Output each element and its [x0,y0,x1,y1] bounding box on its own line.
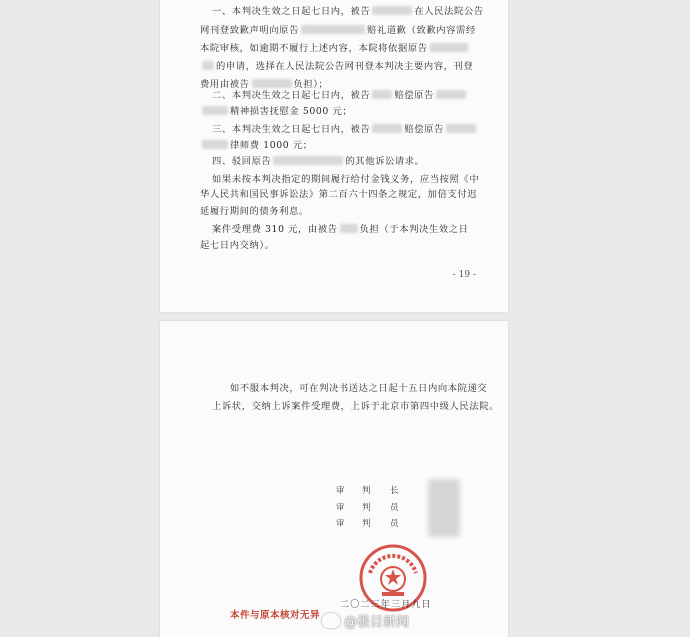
redacted-text [202,61,214,70]
text-line: 精神损害抚慰金 5000 元； [200,106,352,118]
redacted-text [340,224,358,233]
redacted-text [252,79,292,88]
text-line: 的申请，选择在人民法院公告网刊登本判决主要内容，刊登 [200,61,473,73]
redacted-judge-names [428,479,460,537]
document-page-20: 如不服本判决，可在判决书送达之日起十五日内向本院递交 上诉状，交纳上诉案件受理费，上诉于北京市第四中级人民法院。 审 判 长 审 判 员 审 判 员 二〇二三年三月九日 本件与原本核对无异 [160,321,508,637]
text-line: 三、本判决生效之日起七日内，被告 赔偿原告 [212,124,478,136]
text-line: 二、本判决生效之日起七日内，被告 赔偿原告 [212,90,468,102]
redacted-text [372,124,402,133]
text-line: 一、本判决生效之日起七日内，被告 在人民法院公告 [212,6,484,17]
certified-copy-stamp: 本件与原本核对无异 [230,610,321,621]
redacted-text [430,43,468,52]
text-line: 如果未按本判决指定的期间履行给付金钱义务，应当按照《中 [212,174,480,185]
text-line: 起七日内交纳）。 [200,240,275,251]
text-line: 网刊登致歉声明向原告 赔礼道歉（致歉内容需经 [200,25,476,36]
redacted-text [301,25,365,34]
text-line: 本院审核，如逾期不履行上述内容，本院将依据原告 [200,43,470,55]
redacted-text [446,124,476,133]
document-page-19 [160,0,508,312]
redacted-text [436,90,466,99]
text-line: 华人民共和国民事诉讼法》第二百六十四条之规定，加倍支付迟 [200,189,478,200]
redacted-text [372,90,392,99]
redacted-text [202,106,228,115]
text-line: 延履行期间的债务利息。 [200,206,309,217]
text-line: 费用由被告 负担）； [200,79,329,90]
text-line: 四、驳回原告 的其他诉讼请求。 [212,156,425,167]
redacted-text [372,6,412,15]
judgment-date: 二〇二三年三月九日 [340,600,432,610]
page-number: - 19 - [452,270,476,280]
redacted-text [273,156,343,165]
text-line: 案件受理费 310 元，由被告 负担（于本判决生效之日 [212,224,469,235]
appeal-notice-line: 上诉状，交纳上诉案件受理费，上诉于北京市第四中级人民法院。 [212,401,500,412]
text-line: 律师费 1000 元； [200,140,313,152]
weibo-icon [322,613,340,628]
redacted-text [202,140,228,149]
source-watermark: @极目新闻 [322,611,409,630]
appeal-notice-line: 如不服本判决，可在判决书送达之日起十五日内向本院递交 [230,383,488,394]
